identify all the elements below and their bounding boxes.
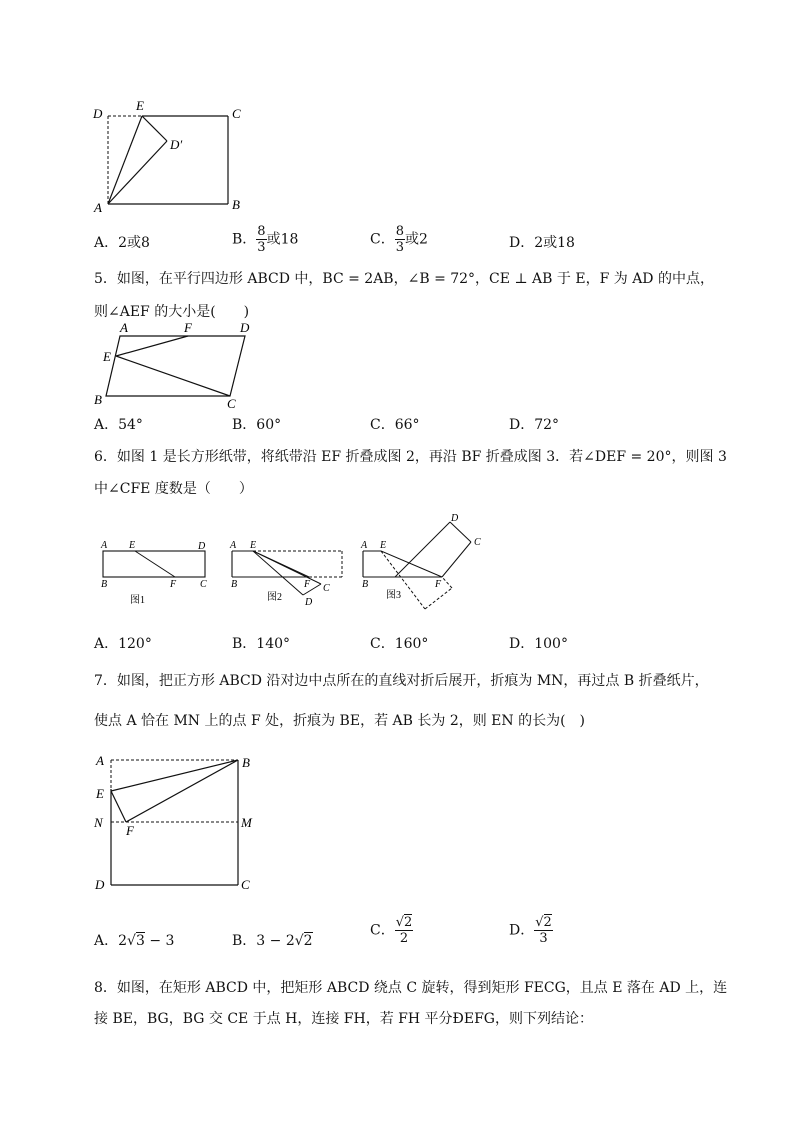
q7-figure bbox=[90, 745, 260, 895]
fig1-label-E: E bbox=[129, 540, 136, 551]
fig3-label-A: A bbox=[361, 540, 368, 551]
q5-option-a[interactable]: A．54° bbox=[94, 417, 143, 433]
fig2-label-B: B bbox=[231, 579, 238, 590]
label-B: B bbox=[242, 755, 250, 770]
fig3-label-D: D bbox=[451, 513, 459, 524]
q8-text-line2: 接 BE，BG，BG 交 CE 于点 H，连接 FH，若 FH 平分ÐEFG，则下列结论： bbox=[94, 1011, 593, 1027]
fig3-caption: 图3 bbox=[386, 590, 401, 601]
q8-text-line1: 8．如图，在矩形 ABCD 中，把矩形 ABCD 绕点 C 旋转，得到矩形 FECG，且点 E 落在 AD 上，连 bbox=[94, 980, 728, 996]
q5-text-line2: 则∠AEF 的大小是( ) bbox=[94, 304, 250, 320]
label-E: E bbox=[136, 98, 144, 113]
q6-option-a[interactable]: A．120° bbox=[94, 636, 152, 652]
label-A: A bbox=[120, 320, 128, 335]
q6-option-b[interactable]: B．140° bbox=[232, 636, 291, 652]
label-D: D bbox=[240, 320, 250, 335]
label-E: E bbox=[96, 786, 104, 801]
q5-option-d[interactable]: D．72° bbox=[509, 417, 560, 433]
q4-figure bbox=[90, 98, 250, 216]
label-D: D bbox=[93, 106, 103, 121]
label-A: A bbox=[94, 200, 102, 215]
q6-text-line2: 中∠CFE 度数是（ ） bbox=[94, 481, 253, 497]
fig3-label-C: C bbox=[474, 537, 481, 548]
q5-option-b[interactable]: B．60° bbox=[232, 417, 282, 433]
q7-text-line1: 7．如图，把正方形 ABCD 沿对边中点所在的直线对折后展开，折痕为 MN，再过点 B 折叠纸片， bbox=[94, 673, 709, 689]
q6-figures bbox=[95, 508, 495, 614]
fig1-label-B: B bbox=[101, 579, 108, 590]
q7-text-line2: 使点 A 恰在 MN 上的点 F 处，折痕为 BE，若 AB 长为 2，则 EN 的长为( ) bbox=[94, 713, 586, 729]
q6-option-d[interactable]: D．100° bbox=[509, 636, 568, 652]
fig1-label-C: C bbox=[200, 579, 207, 590]
q7-option-a[interactable]: A．2√3 − 3 bbox=[94, 933, 175, 949]
q5-option-c[interactable]: C．66° bbox=[370, 417, 420, 433]
fig3-label-E: E bbox=[380, 540, 387, 551]
q4-option-a[interactable]: A．2或8 bbox=[94, 235, 150, 251]
label-F: F bbox=[184, 320, 192, 335]
fig1-label-D: D bbox=[198, 541, 206, 552]
fig1-label-A: A bbox=[101, 540, 108, 551]
label-C: C bbox=[241, 877, 250, 892]
label-M: M bbox=[241, 815, 252, 830]
fig3-label-B: B bbox=[362, 579, 369, 590]
q6-text-line1: 6．如图 1 是长方形纸带，将纸带沿 EF 折叠成图 2，再沿 BF 折叠成图 3．若∠DEF = 20°，则图 3 bbox=[94, 449, 727, 465]
label-D-prime: D′ bbox=[170, 137, 183, 152]
q7-option-c[interactable]: C． $\frac{√2}{2}$ bbox=[370, 915, 413, 946]
label-E: E bbox=[103, 349, 111, 364]
label-F: F bbox=[126, 823, 134, 838]
fig2-label-F: F bbox=[304, 579, 311, 590]
label-D: D bbox=[95, 877, 105, 892]
label-A: A bbox=[96, 753, 104, 768]
label-B: B bbox=[232, 197, 240, 212]
fig2-caption: 图2 bbox=[267, 592, 282, 603]
fig2-label-A: A bbox=[230, 540, 237, 551]
q6-option-c[interactable]: C．160° bbox=[370, 636, 429, 652]
q4-option-c[interactable]: C． $\frac{8}{3}$ 或2 bbox=[370, 224, 428, 255]
label-C: C bbox=[227, 396, 236, 410]
fig2-label-E: E bbox=[250, 540, 257, 551]
q7-option-b[interactable]: B．3 − 2√2 bbox=[232, 933, 313, 949]
label-C: C bbox=[232, 106, 241, 121]
fig1-label-F: F bbox=[170, 579, 177, 590]
fig2-label-D: D bbox=[305, 597, 313, 608]
fig1-caption: 图1 bbox=[130, 595, 145, 606]
label-N: N bbox=[94, 815, 103, 830]
fig2-label-C: C bbox=[323, 583, 330, 594]
q7-option-d[interactable]: D． $\frac{√2}{3}$ bbox=[509, 915, 552, 946]
q4-option-d[interactable]: D．2或18 bbox=[509, 235, 575, 251]
q4-option-b[interactable]: B． $\frac{8}{3}$ 或18 bbox=[232, 224, 299, 255]
fig3-label-F: F bbox=[435, 579, 442, 590]
q5-text-line1: 5．如图，在平行四边形 ABCD 中，BC = 2AB，∠B = 72°，CE ⊥ AB 于 E，F 为 AD 的中点， bbox=[94, 271, 714, 287]
q5-figure bbox=[90, 320, 260, 410]
label-B: B bbox=[94, 392, 102, 407]
